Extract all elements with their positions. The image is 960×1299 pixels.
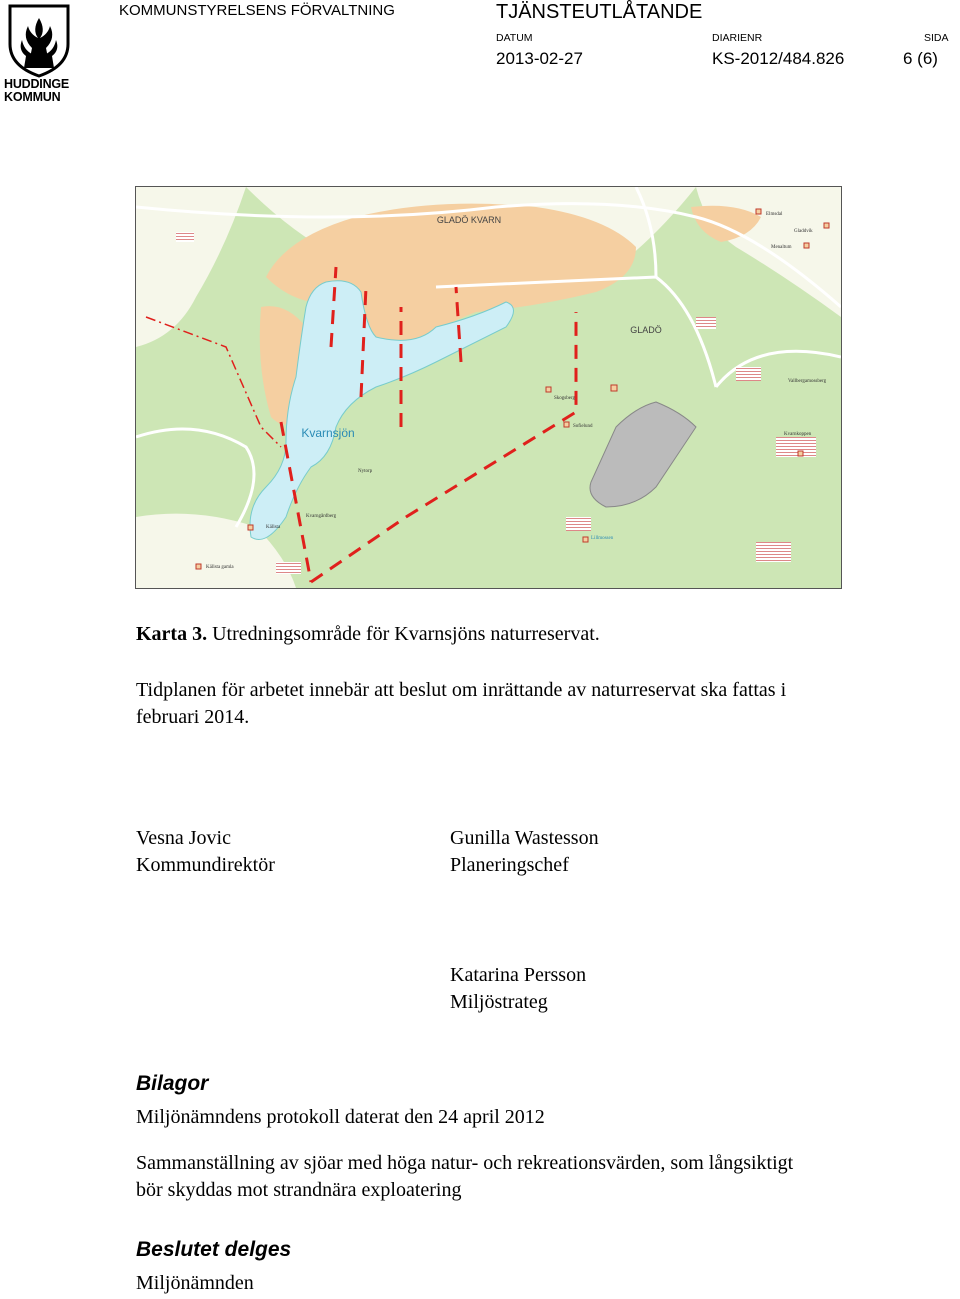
map-label-kallsta-gamla: Källsta gamla (206, 565, 234, 570)
organization-name: KOMMUNSTYRELSENS FÖRVALTNING (119, 2, 395, 19)
map-label-menaltum: Menaltum (771, 245, 792, 250)
page-label: SIDA (924, 32, 949, 44)
map-label-elmsdal: Elmsdal (766, 212, 783, 217)
map-label-kvarngarden: Kvarngårdberg (306, 514, 337, 519)
signature-block-1 (136, 825, 275, 879)
ref-label: DIARIENR (712, 32, 763, 44)
huddinge-coat-of-arms-logo (8, 4, 70, 78)
signatory-name: Katarina Persson (450, 964, 587, 986)
signatory-title: Planeringschef (450, 854, 569, 876)
signatory-name: Vesna Jovic (136, 827, 231, 849)
logo-line-1: HUDDINGE (4, 77, 70, 91)
ref-value: KS-2012/484.826 (712, 49, 845, 68)
attachment-item-2: Sammanställning av sjöar med höga natur- och rekreationsvärden, som långsiktigt bör skyddas mot strandnära exploatering (136, 1152, 794, 1201)
map-kvarnsjon-study-area (135, 186, 842, 589)
signature-block-2 (450, 825, 599, 879)
distribution-item-1: Miljönämnden (136, 1272, 254, 1294)
signatory-title: Miljöstrateg (450, 991, 548, 1013)
map-label-kvarnsjon: Kvarnsjön (301, 426, 355, 440)
map-label-kvarnkoppen: Kvarnkoppen (784, 432, 812, 437)
attachment-item-1: Miljönämndens protokoll daterat den 24 april 2012 (136, 1106, 545, 1128)
map-caption-text: Utredningsområde för Kvarnsjöns naturreservat. (207, 623, 600, 645)
map-label-nytorp: Nytorp (358, 469, 373, 474)
map-label-lillmossen: Lillmossen (591, 536, 614, 541)
page-value: 6 (6) (903, 49, 938, 68)
attachments-heading: Bilagor (136, 1072, 209, 1095)
map-label-glado-kvarn: GLADÖ KVARN (436, 215, 502, 225)
map-caption-number: Karta 3. (136, 623, 208, 645)
map-label-skogsberg: Skogsberg (554, 396, 576, 401)
logo-wordmark (4, 78, 76, 104)
timeline-paragraph: Tidplanen för arbetet innebär att beslut om inrättande av naturreservat ska fattas i februari 2014. (136, 679, 787, 728)
signature-block-3 (450, 962, 586, 1016)
signatory-name: Gunilla Wastesson (450, 827, 599, 849)
signatory-title: Kommundirektör (136, 854, 275, 876)
map-label-sofielund: Sofielund (573, 424, 593, 429)
date-label: DATUM (496, 32, 533, 44)
map-label-kallsta: Källsta (266, 525, 281, 530)
map-label-glado: GLADÖ (630, 325, 662, 335)
logo-line-2: KOMMUN (4, 90, 61, 104)
distribution-heading: Beslutet delges (136, 1238, 292, 1261)
date-value: 2013-02-27 (496, 49, 583, 68)
map-label-vallberga: Vallbergamossberg (788, 379, 827, 384)
document-type: TJÄNSTEUTLÅTANDE (496, 1, 703, 23)
map-label-gladdvik: Gladdvik (794, 229, 813, 234)
map-caption (136, 623, 600, 646)
